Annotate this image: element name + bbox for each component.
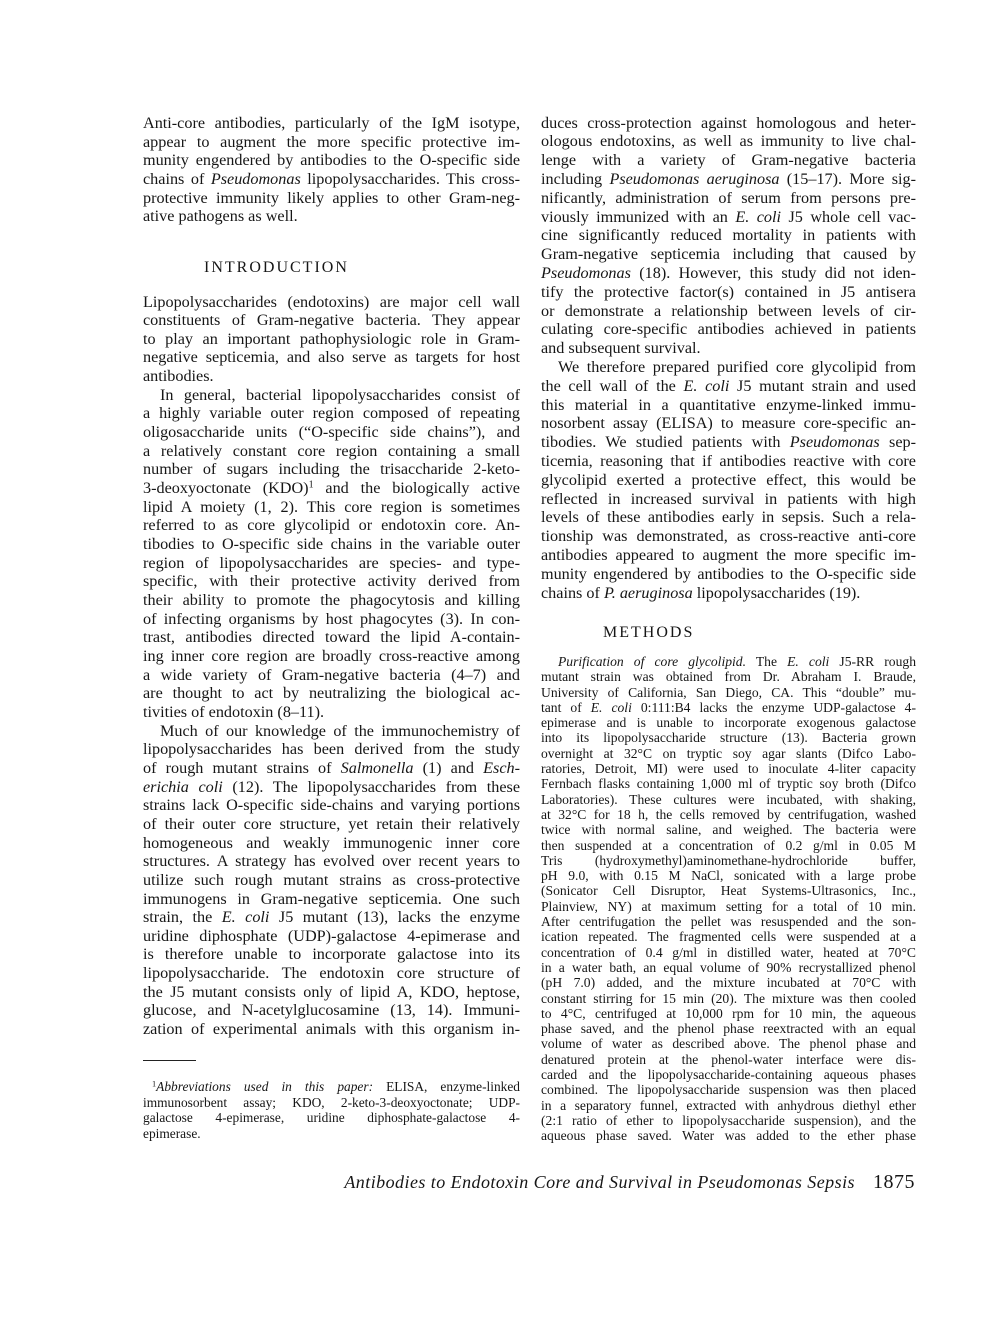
text-run: University of California, San Diego, CA. This “double” mu- <box>541 684 916 700</box>
methods-paragraph-purification-line <box>541 853 916 868</box>
text-run: ication repeated. The fragmented cells were suspended at a <box>541 929 916 945</box>
abstract-conclusion-line <box>143 170 520 189</box>
footnote-abbreviations-line <box>143 1110 520 1126</box>
methods-paragraph-purification-line <box>541 669 916 684</box>
methods-paragraph-purification-line <box>541 822 916 837</box>
intro-paragraph-3-line <box>143 834 520 853</box>
intro-paragraph-2-line <box>143 404 520 423</box>
text-run: to 4°C, centrifuged at 10,000 rpm for 10 min, the aqueous <box>541 1005 916 1021</box>
intro-paragraph-4-line <box>541 358 916 377</box>
methods-paragraph-purification-line <box>541 1082 916 1097</box>
intro-paragraph-3-line <box>143 908 520 927</box>
text-run: (18). However, this study did not iden- <box>630 264 916 283</box>
text-run: lipopolysaccharides (19). <box>692 583 861 602</box>
methods-paragraph-purification-line <box>541 1113 916 1128</box>
footnote-abbreviations-line <box>143 1079 520 1095</box>
italic-text: Pseudomonas <box>541 264 631 283</box>
section-heading-introduction: INTRODUCTION <box>204 259 349 276</box>
text-run: carded and the lipopolysaccharide-containing aqueous phases <box>541 1067 916 1083</box>
text-run: lenge with a variety of Gram-negative bacteria <box>541 151 916 170</box>
intro-paragraph-3-continued-line <box>541 226 916 245</box>
text-run: into its lipopolysaccharide structure (13). Bacteria grown <box>541 730 916 746</box>
methods-paragraph-purification-line <box>541 1098 916 1113</box>
text-run: volume of water as described above. The phenol phase and <box>541 1036 916 1052</box>
text-run: negative septicemia, and also serve as targets for host <box>143 348 520 367</box>
text-run: lipopolysaccharide. The endotoxin core structure of <box>143 964 520 983</box>
italic-text: Salmonella <box>340 758 414 777</box>
intro-paragraph-3-continued-line <box>541 208 916 227</box>
intro-paragraph-3-line <box>143 890 520 909</box>
text-run: We therefore prepared purified core glycolipid from <box>558 358 916 377</box>
text-run: ratories, Detroit, MI) were used to inoculate 4-liter capacity <box>541 761 916 777</box>
intro-paragraph-1 <box>143 293 520 386</box>
intro-paragraph-2 <box>143 386 520 722</box>
text-run: chains of <box>541 583 604 602</box>
intro-paragraph-3-line <box>143 796 520 815</box>
text-run: at 32°C for 18 h, the cells removed by centrifugation, washed <box>541 806 916 822</box>
text-run: Anti-core antibodies, particularly of the IgM isotype, <box>143 114 520 132</box>
intro-paragraph-3-continued-line <box>541 170 916 189</box>
intro-paragraph-2-line <box>143 684 520 703</box>
text-run: referred to as core glycolipid or endotoxin core. An- <box>143 516 520 535</box>
footnote-marker: 1 <box>308 479 314 491</box>
text-run: tionship was demonstrated, as cross-reactive anti-core <box>541 527 916 546</box>
text-run: Gram-negative septicemia including that caused by <box>541 245 916 264</box>
italic-text: E. coli <box>683 376 730 395</box>
text-run: (1) and <box>413 758 484 777</box>
abstract-conclusion-line <box>143 133 520 152</box>
text-run: (pH 7.0) added, and the mixture incubated at 70°C with <box>541 975 916 991</box>
text-run: constant stirring for 15 min (20). The mixture was then cooled <box>541 990 916 1006</box>
text-run: specific, with their protective activity derived from <box>143 572 520 591</box>
text-run: The <box>746 654 788 669</box>
intro-paragraph-3-line <box>143 722 520 741</box>
intro-paragraph-3-continued-line <box>541 151 916 170</box>
text-run: utilize such rough mutant strains as cross-protective <box>143 870 520 889</box>
methods-paragraph-purification-line <box>541 1067 916 1082</box>
text-run: region of lipopolysaccharides are species- and type- <box>143 553 520 572</box>
italic-text: E. coli <box>590 699 632 715</box>
text-run: (2:1 ratio of ether to lipopolysaccharide suspension), and the <box>541 1112 916 1128</box>
methods-paragraph-purification-line <box>541 1006 916 1021</box>
methods-paragraph-purification-line <box>541 700 916 715</box>
italic-text: Esch- <box>483 758 520 777</box>
methods-paragraph-purification-line <box>541 1036 916 1051</box>
intro-paragraph-3-line <box>143 1020 520 1039</box>
text-run: viously immunized with an <box>541 207 736 226</box>
intro-paragraph-2-line <box>143 479 520 498</box>
intro-paragraph-1-line <box>143 367 520 386</box>
text-run: After centrifugation the pellet was resuspended and the son- <box>541 914 916 930</box>
text-run: lipid A moiety (1, 2). This core region is sometimes <box>143 497 520 516</box>
intro-paragraph-3-line <box>143 852 520 871</box>
intro-paragraph-3-continued-line <box>541 302 916 321</box>
italic-text: E. coli <box>787 654 830 669</box>
page-number: 1875 <box>873 1171 915 1193</box>
abstract-conclusion-line <box>143 151 520 170</box>
text-run: homogeneous and weakly immunogenic inner core <box>143 833 520 852</box>
intro-paragraph-3-continued-line <box>541 114 916 133</box>
text-run: trast, antibodies directed toward the lipid A-contain- <box>143 628 520 647</box>
text-run: concentration of 0.4 g/ml in distilled water, heated at 70°C <box>541 944 916 960</box>
text-run: antibodies. <box>143 367 214 386</box>
methods-paragraph-purification-line <box>541 685 916 700</box>
intro-paragraph-4 <box>541 358 916 602</box>
intro-paragraph-2-line <box>143 572 520 591</box>
intro-paragraph-3-continued-line <box>541 320 916 339</box>
text-run: protective immunity likely applies to other Gram-neg- <box>143 188 520 207</box>
footnote-abbreviations-line <box>143 1126 520 1142</box>
text-run: Much of our knowledge of the immunochemistry of <box>160 721 520 740</box>
text-run: lipopolysaccharides has been derived from the study <box>143 740 520 759</box>
text-run: a highly variable outer region composed of repeating <box>143 404 520 423</box>
text-run: or demonstrate a relationship between levels of cir- <box>541 301 916 320</box>
intro-paragraph-3-line <box>143 945 520 964</box>
intro-paragraph-3-continued-line <box>541 189 916 208</box>
intro-paragraph-2-line <box>143 498 520 517</box>
intro-paragraph-3-line <box>143 759 520 778</box>
methods-paragraph-purification-line <box>541 914 916 929</box>
text-run: culating core-specific antibodies achieved in patients <box>541 320 916 339</box>
intro-paragraph-1-line <box>143 348 520 367</box>
text-run: appear to augment the more specific protective im- <box>143 132 520 151</box>
intro-paragraph-2-line <box>143 647 520 666</box>
abstract-conclusion <box>143 114 520 226</box>
text-run: constituents of Gram-negative bacteria. They appear <box>143 311 520 330</box>
text-run: epimerase and is unable to incorporate exogenous galactose <box>541 715 916 731</box>
intro-paragraph-4-line <box>541 471 916 490</box>
text-run: glucose, and N-acetylglucosamine (13, 14). Immuni- <box>143 1001 520 1020</box>
intro-paragraph-4-line <box>541 565 916 584</box>
italic-text: erichia coli <box>143 777 223 796</box>
text-run: In general, bacterial lipopolysaccharides consist of <box>160 385 520 404</box>
text-run: glycolipid exerted a protective effect, this would be <box>541 470 916 489</box>
methods-paragraph-purification-line <box>541 1052 916 1067</box>
methods-paragraph-purification-line <box>541 929 916 944</box>
text-run: levels of these antibodies early in sepsis. Such a rela- <box>541 508 916 527</box>
text-run: reflected in increased survival in patients with high <box>541 489 916 508</box>
text-run: and the biologically active <box>313 479 520 498</box>
text-run: J5 whole cell vac- <box>781 207 917 226</box>
methods-paragraph-purification-line <box>541 838 916 853</box>
methods-paragraph-purification <box>541 654 916 1144</box>
text-run: this material in a quantitative enzyme-linked immu- <box>541 395 916 414</box>
text-run: J5 mutant strain and used <box>729 376 916 395</box>
italic-text: Pseudomonas aeruginosa <box>609 170 780 189</box>
text-run: of rough mutant strains of <box>143 758 341 777</box>
intro-paragraph-2-line <box>143 535 520 554</box>
text-run: of their outer core structure, yet retain their relatively <box>143 814 520 833</box>
text-run: munity engendered by antibodies to the O-specific side <box>541 564 916 583</box>
text-run: a relatively constant core region containing a small <box>143 441 520 460</box>
intro-paragraph-3-line <box>143 983 520 1002</box>
intro-paragraph-3-line <box>143 927 520 946</box>
intro-paragraph-3-line <box>143 964 520 983</box>
text-run: nificantly, administration of serum from persons pre- <box>541 188 916 207</box>
intro-paragraph-2-line <box>143 628 520 647</box>
intro-paragraph-4-line <box>541 584 916 603</box>
intro-paragraph-2-line <box>143 591 520 610</box>
text-run: zation of experimental animals with this organism in- <box>143 1020 520 1039</box>
text-run: immunosorbent assay; KDO, 2-keto-3-deoxyoctonate; UDP- <box>143 1094 520 1110</box>
italic-text: Purification of core glycolipid. <box>558 654 746 669</box>
abstract-conclusion-line <box>143 189 520 208</box>
text-run: to play an important pathophysiologic role in Gram- <box>143 329 520 348</box>
methods-paragraph-purification-line <box>541 868 916 883</box>
intro-paragraph-4-line <box>541 546 916 565</box>
text-run: J5-RR rough <box>829 654 916 669</box>
text-run: tivities of endotoxin (8–11). <box>143 702 325 721</box>
methods-paragraph-purification-line <box>541 746 916 761</box>
footnote-marker: 1 <box>152 1079 157 1089</box>
introduction-body-continued <box>541 114 916 603</box>
section-heading-methods: METHODS <box>603 624 695 641</box>
intro-paragraph-3-continued-line <box>541 339 916 358</box>
text-run: combined. The lipopolysaccharide suspension was then placed <box>541 1082 916 1098</box>
intro-paragraph-3-line <box>143 871 520 890</box>
methods-paragraph-purification-line <box>541 960 916 975</box>
intro-paragraph-2-line <box>143 666 520 685</box>
text-run: (15–17). More sig- <box>779 170 916 189</box>
methods-paragraph-purification-line <box>541 730 916 745</box>
italic-text: Pseudomonas <box>210 169 301 188</box>
text-run: J5 mutant (13), lacks the enzyme <box>269 908 520 927</box>
text-run: tibodies. We studied patients with <box>541 433 790 452</box>
intro-paragraph-1-line <box>143 311 520 330</box>
text-run: uridine diphosphate (UDP)-galactose 4-epimerase and <box>143 926 520 945</box>
text-run: immunogens in Gram-negative septicemia. One such <box>143 889 520 908</box>
methods-paragraph-purification-line <box>541 945 916 960</box>
text-run: ticemia, reasoning that if antibodies reactive with core <box>541 452 916 471</box>
text-run: Lipopolysaccharides (endotoxins) are major cell wall <box>143 292 520 311</box>
methods-paragraph-purification-line <box>541 807 916 822</box>
intro-paragraph-2-line <box>143 386 520 405</box>
text-run: Fernbach flasks containing 1,000 ml of tryptic soy broth (Difco <box>541 776 916 792</box>
intro-paragraph-3-continued <box>541 114 916 358</box>
methods-paragraph-purification-line <box>541 1021 916 1036</box>
methods-paragraph-purification-line <box>541 761 916 776</box>
methods-paragraph-purification-line <box>541 975 916 990</box>
intro-paragraph-4-line <box>541 433 916 452</box>
text-run: cine significantly reduced mortality in patients with <box>541 226 916 245</box>
footnote-abbreviations <box>143 1079 520 1142</box>
intro-paragraph-3-continued-line <box>541 283 916 302</box>
intro-paragraph-3-line <box>143 1001 520 1020</box>
text-run: tant of <box>541 699 591 715</box>
text-run: chains of <box>143 169 211 188</box>
text-run: including <box>541 170 610 189</box>
text-run: number of sugars including the trisaccharide 2-keto- <box>143 460 520 479</box>
text-run: lipopolysaccharides. This cross- <box>300 169 520 188</box>
intro-paragraph-2-line <box>143 460 520 479</box>
text-run: oligosaccharide units (“O-specific side chains”), and <box>143 423 520 442</box>
abstract-conclusion-line <box>143 114 520 133</box>
intro-paragraph-3-line <box>143 815 520 834</box>
intro-paragraph-3 <box>143 722 520 1039</box>
text-run: phase saved, and the phenol phase reextracted with an equal <box>541 1021 916 1037</box>
methods-paragraph-purification-line <box>541 1128 916 1143</box>
intro-paragraph-2-line <box>143 423 520 442</box>
intro-paragraph-2-line <box>143 554 520 573</box>
intro-paragraph-2-line <box>143 703 520 722</box>
text-run: then suspended at a concentration of 0.2 g/ml in 0.05 M <box>541 837 916 853</box>
text-run: munity engendered by antibodies to the O-specific side <box>143 151 520 170</box>
intro-paragraph-4-line <box>541 396 916 415</box>
text-run: ologous endotoxins, as well as immunity to live chal- <box>541 132 916 151</box>
text-run: ELISA, enzyme-linked <box>373 1079 520 1094</box>
text-run: and subsequent survival. <box>541 339 701 358</box>
text-run: Tris (hydroxymethyl)aminomethane-hydrochloride buffer, <box>541 852 916 868</box>
intro-paragraph-3-continued-line <box>541 264 916 283</box>
text-run: a wide variety of Gram-negative bacteria (4–7) and <box>143 665 520 684</box>
text-run: the J5 mutant consists only of lipid A, KDO, heptose, <box>143 982 520 1001</box>
introduction-body <box>143 293 520 1039</box>
abstract-conclusion-line <box>143 207 520 226</box>
intro-paragraph-4-line <box>541 452 916 471</box>
intro-paragraph-4-line <box>541 414 916 433</box>
intro-paragraph-2-line <box>143 610 520 629</box>
text-run: tify the protective factor(s) contained in J5 antisera <box>541 282 916 301</box>
text-run: epimerase. <box>143 1126 201 1142</box>
italic-text: Pseudomonas <box>789 433 880 452</box>
text-run: structures. A strategy has evolved over recent years to <box>143 852 520 871</box>
intro-paragraph-3-line <box>143 778 520 797</box>
text-run: nosorbent assay (ELISA) to measure core-specific an- <box>541 414 916 433</box>
text-run: is therefore unable to incorporate galactose into its <box>143 945 520 964</box>
text-run: ative pathogens as well. <box>143 207 298 226</box>
intro-paragraph-3-continued-line <box>541 245 916 264</box>
text-run: twice with normal saline, and weighed. The bacteria were <box>541 822 916 838</box>
methods-paragraph-purification-line <box>541 991 916 1006</box>
text-run: Plainview, NY) at maximum setting for a total of 10 min. <box>541 898 916 914</box>
intro-paragraph-4-line <box>541 377 916 396</box>
text-run: 3-deoxyoctonate (KDO) <box>143 479 309 498</box>
intro-paragraph-4-line <box>541 490 916 509</box>
text-run: ing inner core region are broadly cross-reactive among <box>143 646 520 665</box>
italic-text: Abbreviations used in this paper: <box>156 1079 374 1094</box>
italic-text: E. coli <box>221 908 270 927</box>
text-run: tibodies to O-specific side chains in the variable outer <box>143 535 520 554</box>
text-run: pH 9.0, with 0.15 M NaCl, sonicated with a large probe <box>541 868 916 884</box>
methods-paragraph-purification-line <box>541 792 916 807</box>
text-run: strain, the <box>143 908 222 927</box>
intro-paragraph-2-line <box>143 442 520 461</box>
text-run: galactose 4-epimerase, uridine diphosphate-galactose 4- <box>143 1110 520 1126</box>
text-run: (12). The lipopolysaccharides from these <box>222 777 520 796</box>
text-run: (Sonicator Cell Disruptor, Heat Systems-Ultrasonics, Inc., <box>541 883 916 899</box>
methods-paragraph-purification-line <box>541 899 916 914</box>
text-run: antibodies appeared to augment the more specific im- <box>541 546 916 565</box>
intro-paragraph-1-line <box>143 293 520 312</box>
methods-paragraph-purification-line <box>541 715 916 730</box>
intro-paragraph-3-line <box>143 740 520 759</box>
intro-paragraph-4-line <box>541 508 916 527</box>
italic-text: E. coli <box>735 207 782 226</box>
intro-paragraph-2-line <box>143 516 520 535</box>
text-run: of infecting organisms by host phagocytes (3). In con- <box>143 609 520 628</box>
text-run: the cell wall of the <box>541 376 684 395</box>
methods-paragraph-purification-line <box>541 654 916 669</box>
text-run: denatured protein at the phenol-water interface were dis- <box>541 1051 916 1067</box>
text-run: are thought to act by neutralizing the biological ac- <box>143 684 520 703</box>
intro-paragraph-4-line <box>541 527 916 546</box>
footnote-abbreviations-line <box>143 1095 520 1111</box>
text-run: in a separatory funnel, extracted with anhydrous diethyl ether <box>541 1097 916 1113</box>
text-run: duces cross-protection against homologous and heter- <box>541 113 916 132</box>
text-run: mutant strain was obtained from Dr. Abraham I. Braude, <box>541 669 916 685</box>
text-run: aqueous phase saved. Water was added to the ether phase <box>541 1128 916 1144</box>
methods-paragraph-purification-line <box>541 883 916 898</box>
italic-text: P. aeruginosa <box>603 583 693 602</box>
text-run: overnight at 32°C on tryptic soy agar slants (Difco Labo- <box>541 745 916 761</box>
methods-paragraph-purification-line <box>541 776 916 791</box>
intro-paragraph-1-line <box>143 330 520 349</box>
intro-paragraph-3-continued-line <box>541 132 916 151</box>
text-run: 0:111:B4 lacks the enzyme UDP-galactose 4- <box>631 699 916 715</box>
footnote-rule <box>143 1060 196 1061</box>
text-run: strains lack O-specific side-chains and varying portions <box>143 796 520 815</box>
text-run: Laboratories). These cultures were incubated, with shaking, <box>541 791 916 807</box>
text-run: sep- <box>879 433 916 452</box>
text-run: their ability to promote the phagocytosis and killing <box>143 591 520 609</box>
running-title: Antibodies to Endotoxin Core and Survival in Pseudomonas Sepsis <box>344 1172 855 1192</box>
text-run: in a water bath, an equal volume of 90% recrystallized phenol <box>541 959 916 975</box>
